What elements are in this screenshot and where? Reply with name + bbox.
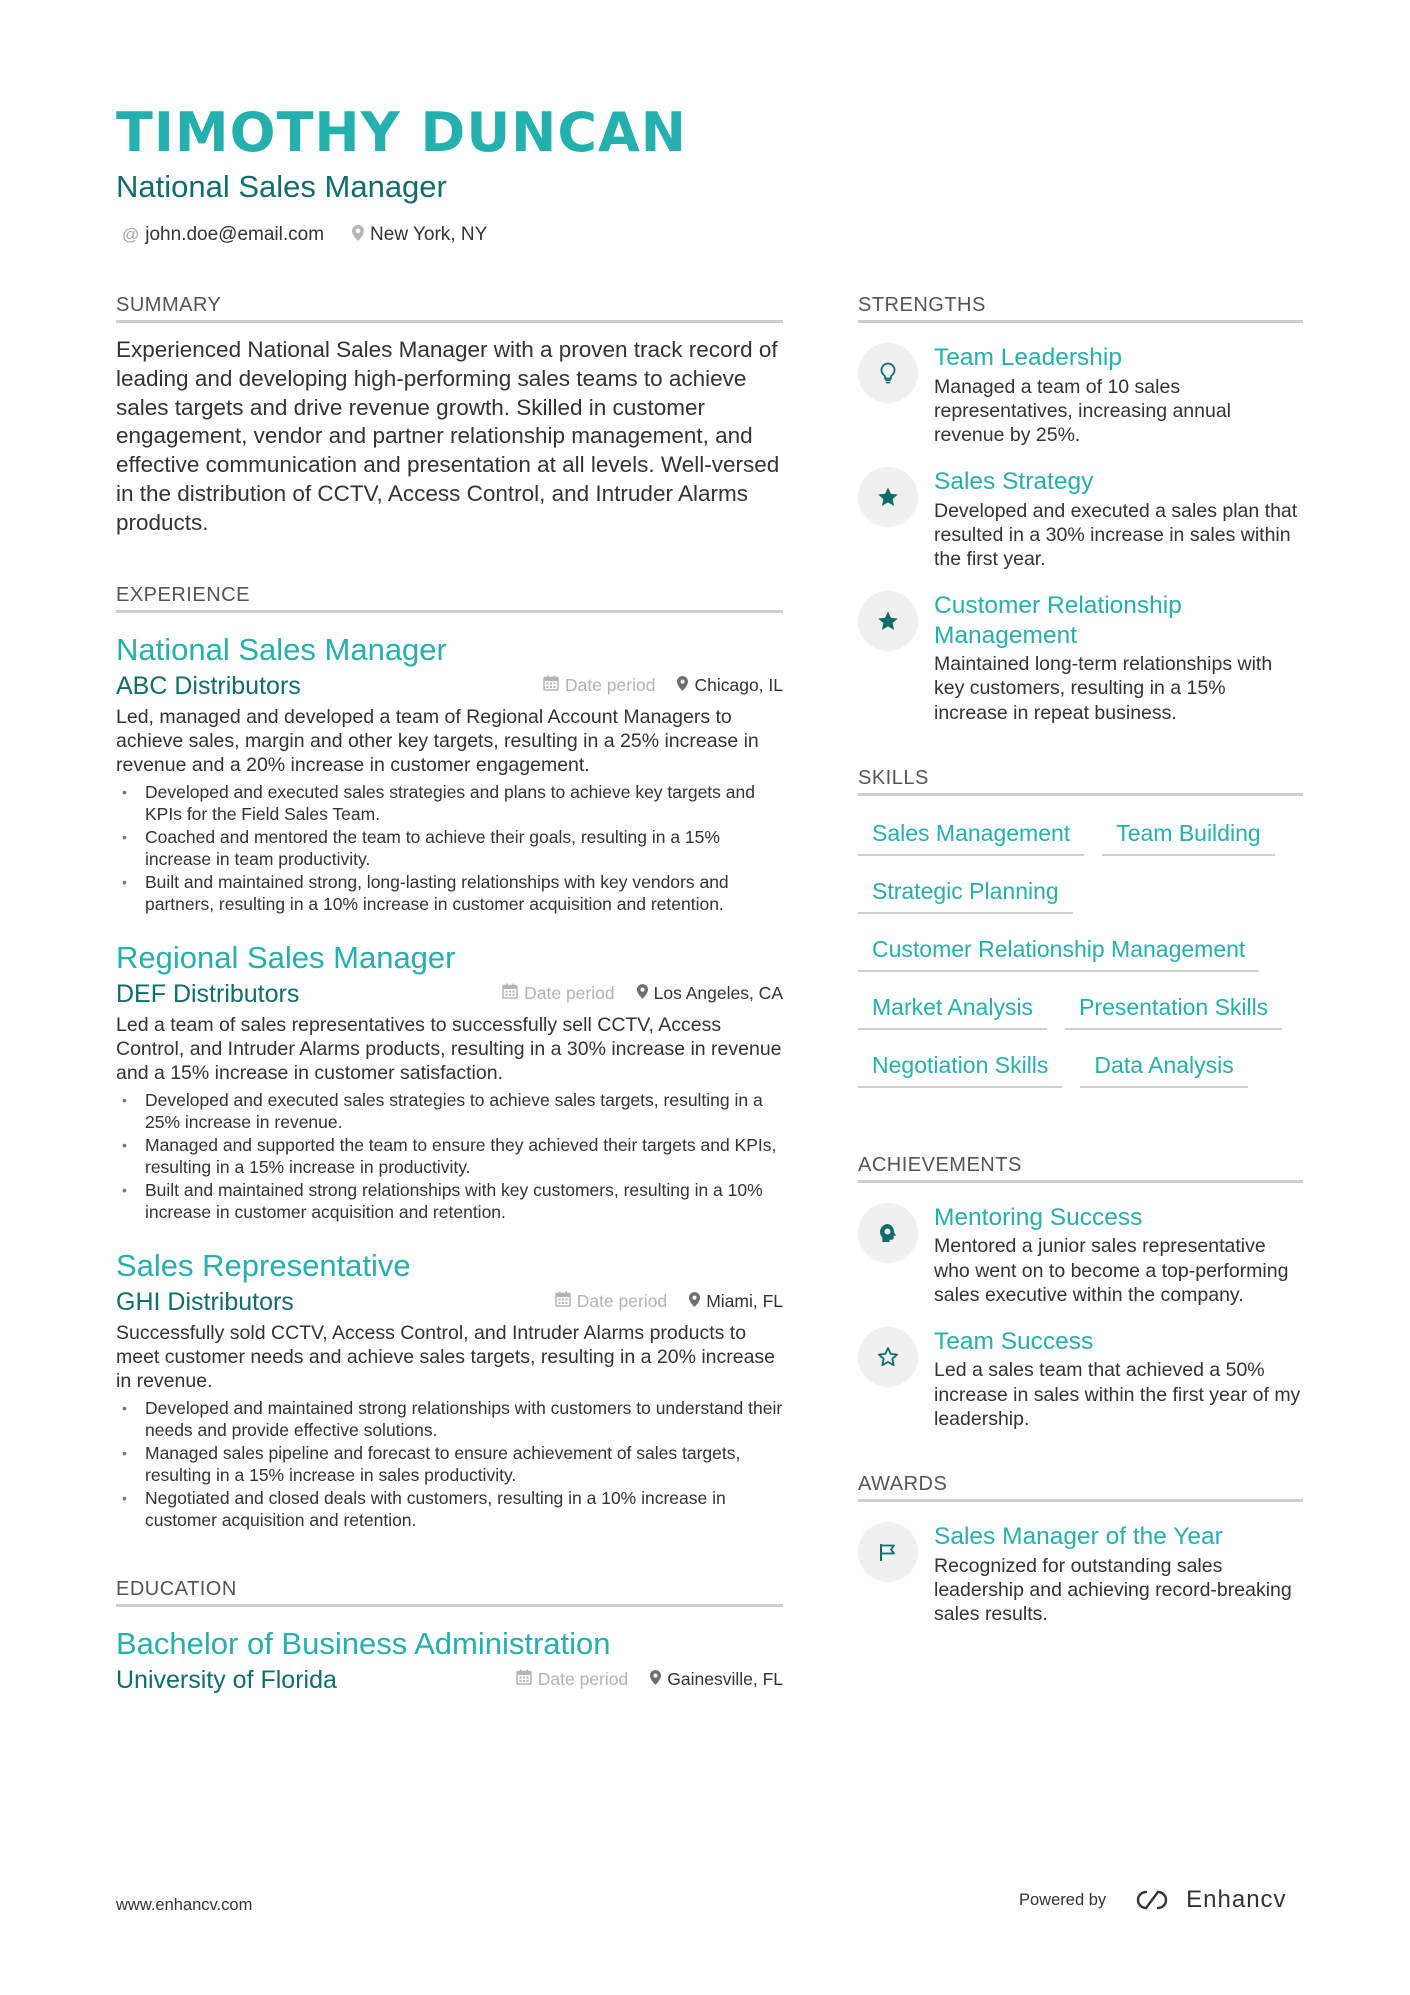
job-bullets [116, 1089, 783, 1224]
strength-body [934, 591, 1303, 725]
left-column [116, 292, 783, 1696]
skill-tag: Negotiation Skills [858, 1050, 1062, 1088]
job-location-text: Miami, FL [706, 1291, 783, 1312]
experience-entry [116, 1246, 783, 1532]
company-name: GHI Distributors [116, 1287, 294, 1316]
at-icon: @ [122, 225, 140, 244]
award-body [934, 1522, 1303, 1626]
education-heading: EDUCATION [116, 1576, 783, 1607]
job-bullet: • Developed and maintained strong relationships with customers to understand their needs and provide effective solutions. [116, 1397, 783, 1442]
location-pin-icon [689, 1292, 700, 1312]
location-pin-icon [352, 225, 364, 246]
strength-body [934, 343, 1303, 447]
brand-name: Enhancv [1186, 1886, 1287, 1913]
job-location-text: Los Angeles, CA [653, 983, 783, 1004]
company-row [116, 670, 783, 702]
job-location [637, 983, 783, 1004]
experience-entry [116, 938, 783, 1224]
job-description: Successfully sold CCTV, Access Control, and Intruder Alarms products to meet customer needs and achieve sales targets, resulting in a 20% increase in revenue. [116, 1321, 776, 1392]
award-title: Sales Manager of the Year [934, 1523, 1223, 1551]
job-bullet: • Built and maintained strong relationships with key customers, resulting in a 10% increase in customer acquisition and retention. [116, 1179, 783, 1224]
job-date [555, 1291, 667, 1312]
skill-tag: Presentation Skills [1065, 992, 1282, 1030]
job-bullet: • Managed sales pipeline and forecast to ensure achievement of sales targets, resulting in a 15% increase in sales productivity. [116, 1442, 783, 1487]
achievement-body [934, 1327, 1303, 1431]
job-title: Regional Sales Manager [116, 939, 456, 975]
strength-desc: Maintained long-term relationships with key customers, resulting in a 15% increase in repeat business. [934, 653, 1273, 724]
strengths-heading: STRENGTHS [858, 292, 1303, 323]
job-location [677, 675, 783, 696]
achievement-body [934, 1203, 1303, 1307]
summary-text: Experienced National Sales Manager with a proven track record of leading and developing high-performing sales teams to achieve sales targets and drive revenue growth. Skilled in customer engagement, vendor and partner relationship management, and effective communication and presentation at all levels. Well-versed in the distribution of CCTV, Access Control, and Intruder Alarms products. [116, 337, 780, 535]
achievement-item [858, 1203, 1303, 1307]
flag-icon [858, 1522, 918, 1582]
job-date [502, 983, 614, 1004]
strength-desc: Developed and executed a sales plan that resulted in a 30% increase in sales within the first year. [934, 499, 1298, 571]
skills-list [858, 818, 1303, 1088]
candidate-role: National Sales Manager [116, 169, 447, 204]
education-date [516, 1669, 628, 1690]
strength-title: Customer Relationship Management [934, 592, 1182, 649]
job-bullet: • Developed and executed sales strategies and plans to achieve key targets and KPIs for the Field Sales Team. [116, 781, 783, 826]
job-bullet: • Built and maintained strong, long-lasting relationships with key vendors and partners, resulting in a 10% increase in customer acquisition and retention. [116, 871, 783, 916]
job-date-text: Date period [524, 983, 615, 1004]
job-bullet: • Managed and supported the team to ensure they achieved their targets and KPIs, resulting in a 15% increase in productivity. [116, 1134, 783, 1179]
skill-tag: Strategic Planning [858, 876, 1073, 914]
education-location-text: Gainesville, FL [667, 1669, 783, 1690]
achievement-title: Mentoring Success [934, 1203, 1143, 1231]
job-location-text: Chicago, IL [694, 675, 783, 696]
star-outline-icon [858, 1327, 918, 1387]
calendar-icon [516, 1669, 532, 1690]
job-bullet: • Negotiated and closed deals with customers, resulting in a 10% increase in customer acquisition and retention. [116, 1487, 783, 1532]
job-bullet: • Developed and executed sales strategies to achieve sales targets, resulting in a 25% increase in revenue. [116, 1089, 783, 1134]
skill-tag: Data Analysis [1080, 1050, 1247, 1088]
star-icon [858, 467, 918, 527]
company-row [116, 1286, 783, 1318]
strength-body [934, 467, 1303, 571]
location-pin-icon [677, 676, 688, 696]
job-title: Sales Representative [116, 1247, 411, 1283]
job-bullets [116, 781, 783, 916]
summary-heading: SUMMARY [116, 292, 783, 323]
calendar-icon [502, 983, 518, 1004]
company-name: DEF Distributors [116, 979, 300, 1008]
skill-tag: Sales Management [858, 818, 1084, 856]
strength-item [858, 591, 1303, 725]
job-date-text: Date period [564, 675, 656, 696]
location-pin-icon [650, 1670, 661, 1690]
education-meta [516, 1669, 783, 1690]
company-row [116, 978, 783, 1010]
experience-entry [116, 630, 783, 916]
contact-row [122, 224, 487, 246]
job-date [543, 675, 655, 696]
job-meta [502, 983, 783, 1004]
strength-desc: Managed a team of 10 sales representatives, increasing annual revenue by 25%. [934, 375, 1232, 446]
head-brain-icon [858, 1203, 918, 1263]
enhancv-logo-mark [1132, 1888, 1176, 1912]
job-date-text: Date period [576, 1291, 668, 1312]
calendar-icon [555, 1291, 571, 1312]
contact-email[interactable] [122, 224, 324, 246]
star-icon [858, 591, 918, 651]
company-name: ABC Distributors [116, 671, 301, 700]
degree-title: Bachelor of Business Administration [116, 1625, 611, 1661]
skill-tag: Team Building [1102, 818, 1274, 856]
powered-by-label: Powered by [1019, 1890, 1107, 1909]
contact-location [352, 224, 487, 246]
location-pin-icon [637, 984, 648, 1004]
achievements-heading: ACHIEVEMENTS [858, 1152, 1303, 1183]
achievement-item [858, 1327, 1303, 1431]
strength-title: Sales Strategy [934, 468, 1094, 496]
job-location [689, 1291, 783, 1312]
experience-heading: EXPERIENCE [116, 582, 783, 613]
education-date-text: Date period [537, 1669, 629, 1690]
enhancv-logo[interactable] [1132, 1886, 1286, 1914]
candidate-name: TIMOTHY DUNCAN [116, 101, 687, 164]
job-meta [543, 675, 783, 696]
achievement-desc: Mentored a junior sales representative who went on to become a top-performing sales executive within the company. [934, 1235, 1289, 1306]
job-bullet: • Coached and mentored the team to achieve their goals, resulting in a 15% increase in team productivity. [116, 826, 783, 871]
skill-tag: Customer Relationship Management [858, 934, 1259, 972]
lightbulb-icon [858, 343, 918, 403]
footer-website[interactable]: www.enhancv.com [116, 1896, 253, 1914]
school-row [116, 1664, 783, 1696]
job-description: Led a team of sales representatives to successfully sell CCTV, Access Control, and Intruder Alarms products, resulting in a 30% increase in revenue and a 15% increase in customer satisfaction. [116, 1013, 782, 1084]
strength-item [858, 343, 1303, 447]
job-title: National Sales Manager [116, 631, 447, 667]
calendar-icon [543, 675, 559, 696]
achievement-desc: Led a sales team that achieved a 50% increase in sales within the first year of my leadership. [934, 1359, 1301, 1430]
award-desc: Recognized for outstanding sales leadership and achieving record-breaking sales results. [934, 1554, 1292, 1625]
right-column [858, 292, 1303, 1626]
job-meta [555, 1291, 783, 1312]
footer-branding [1019, 1886, 1287, 1914]
job-description: Led, managed and developed a team of Regional Account Managers to achieve sales, margin and other key targets, resulting in a 25% increase in revenue and a 20% increase in customer engagement. [116, 705, 759, 776]
education-entry [116, 1624, 783, 1696]
awards-heading: AWARDS [858, 1471, 1303, 1502]
skills-heading: SKILLS [858, 765, 1303, 796]
strength-title: Team Leadership [934, 344, 1122, 371]
school-name: University of Florida [116, 1665, 337, 1694]
award-item [858, 1522, 1303, 1626]
job-bullets [116, 1397, 783, 1532]
achievement-title: Team Success [934, 1327, 1094, 1355]
email-text: john.doe@email.com [145, 224, 325, 245]
location-text: New York, NY [370, 224, 488, 245]
strength-item [858, 467, 1303, 571]
education-location [650, 1669, 783, 1690]
skill-tag: Market Analysis [858, 992, 1047, 1030]
